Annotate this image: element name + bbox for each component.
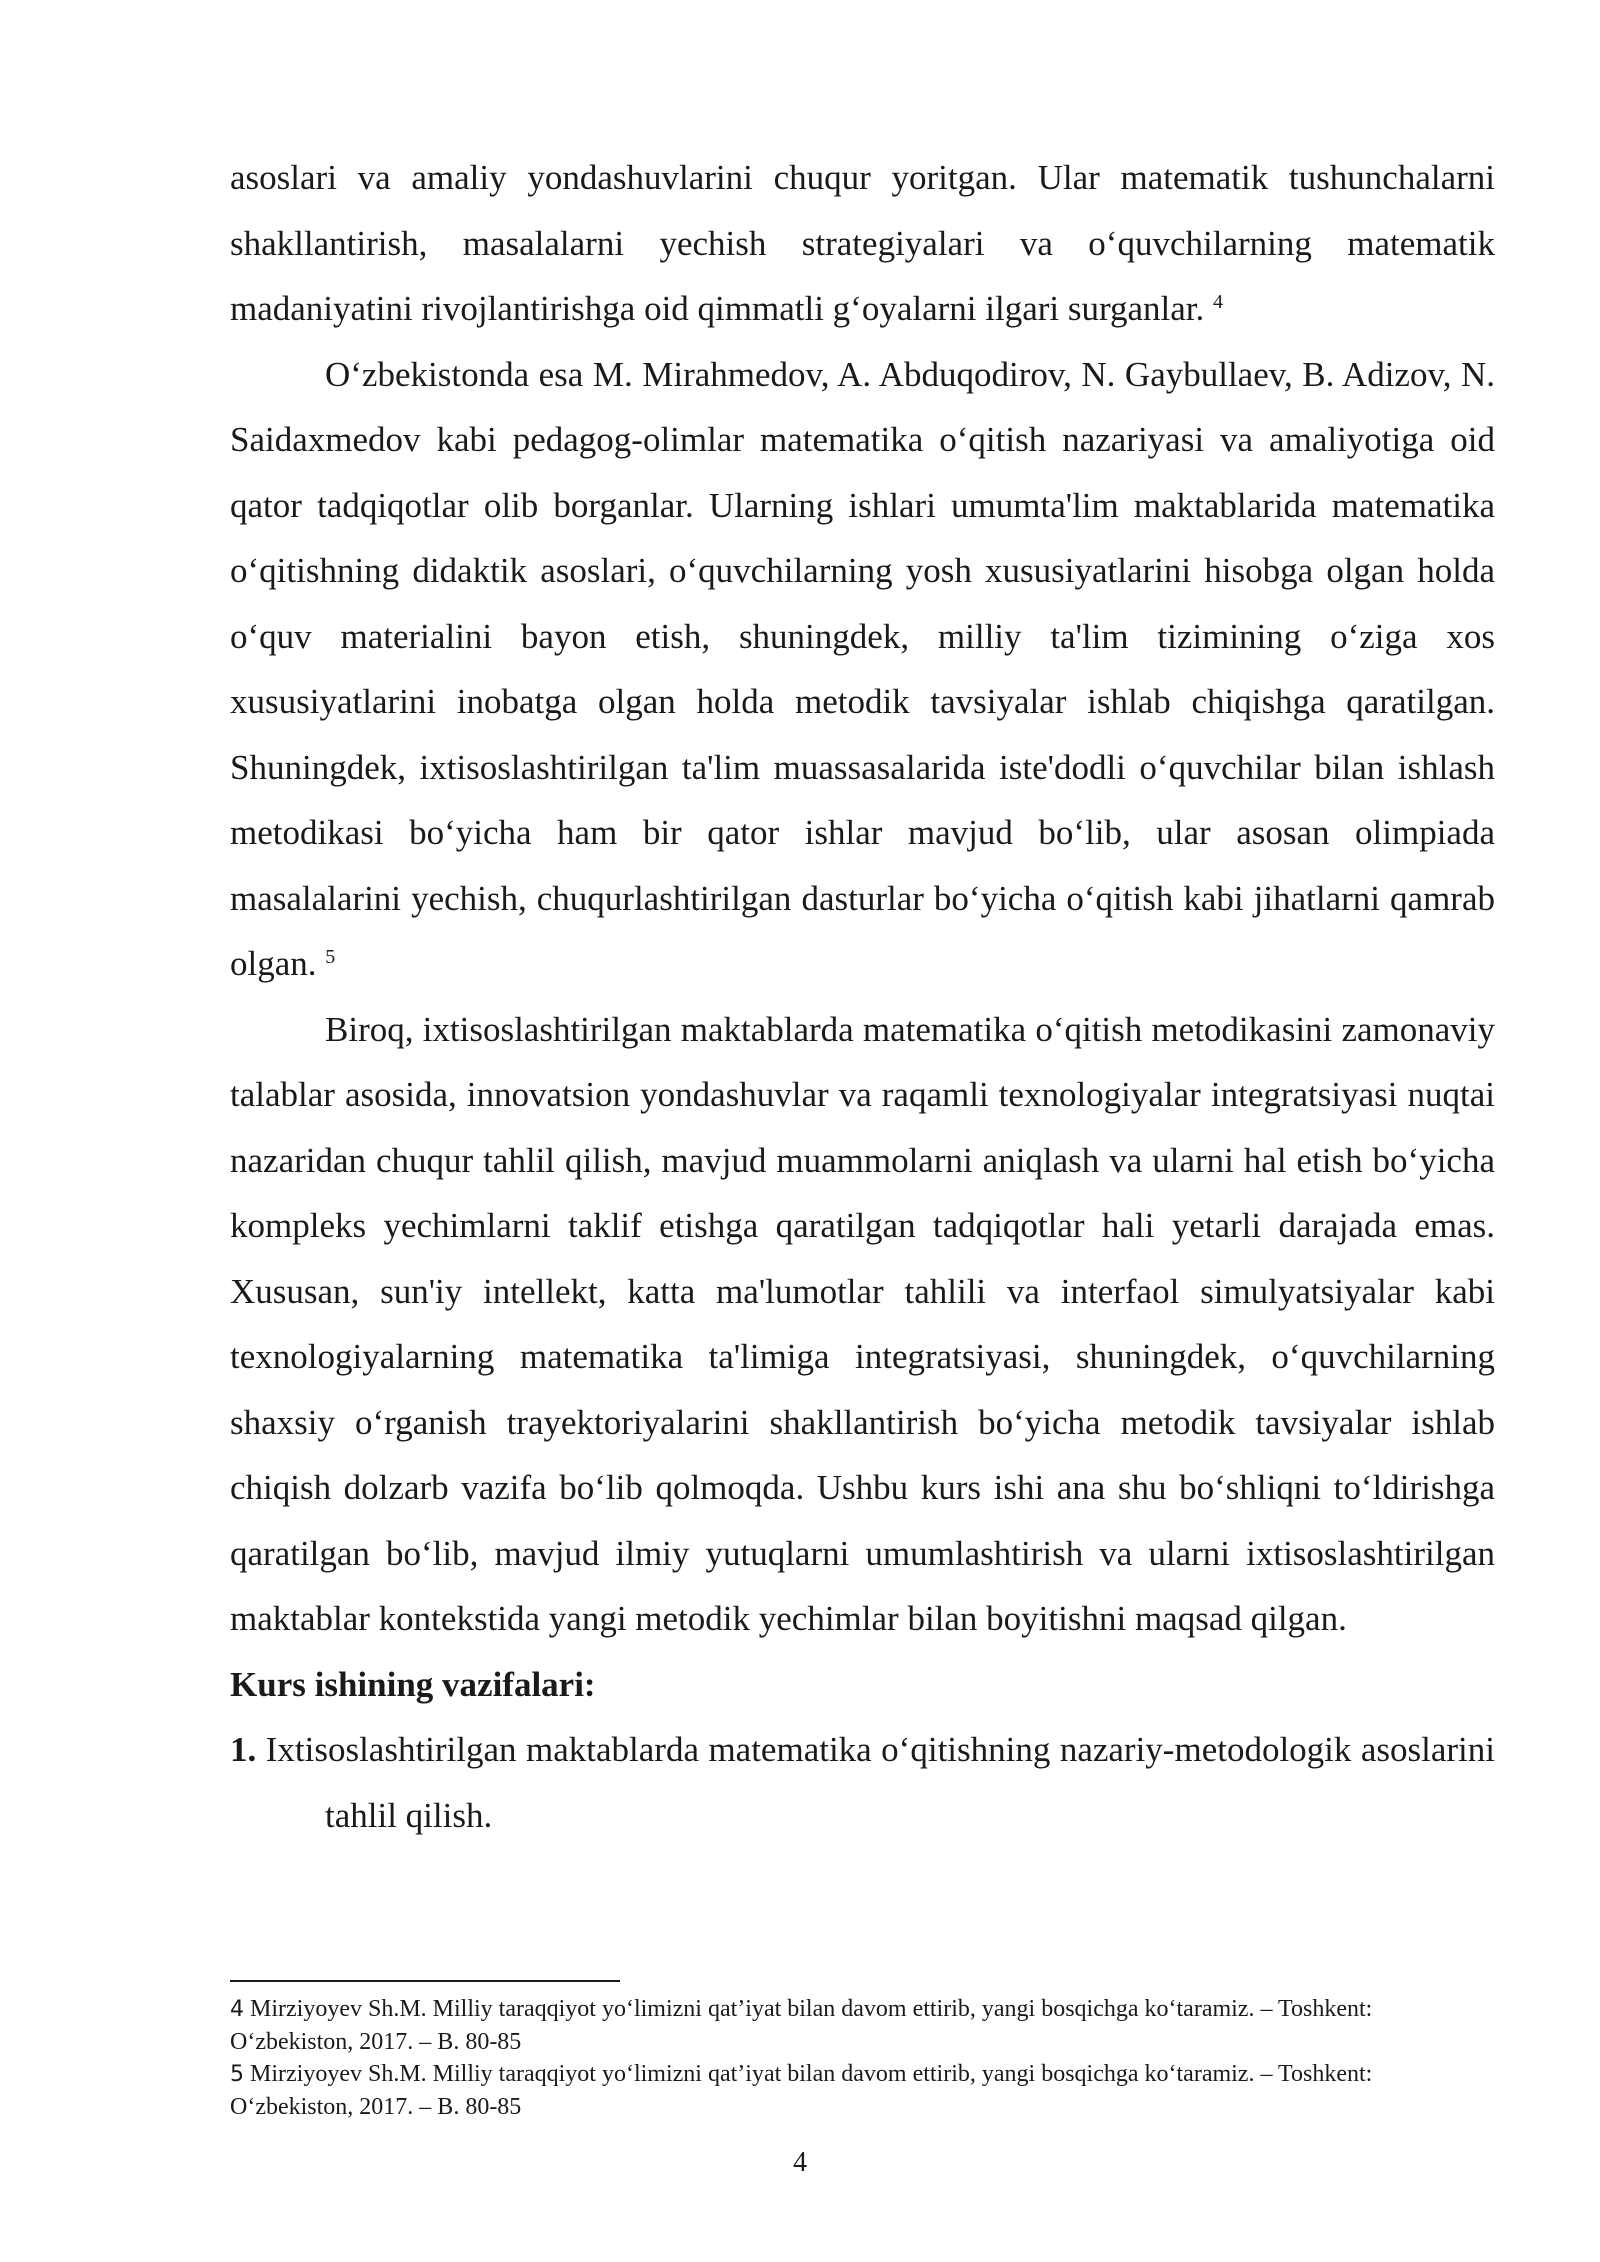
footnote-separator	[230, 1980, 620, 1982]
section-heading: Kurs ishining vazifalari:	[230, 1664, 596, 1704]
footnotes	[230, 1993, 1495, 2123]
footnote-text: Mirziyoyev Sh.M. Milliy taraqqiyot yo‘limizni qat’iyat bilan davom ettirib, yangi bosqichga ko‘taramiz. – Toshkent: O‘zbekiston, 2017. – B. 80-85	[230, 2061, 1373, 2120]
paragraph-research-gap: Biroq, ixtisoslashtirilgan maktablarda matematika o‘qitish metodikasini zamonaviy talablar asosida, innovatsion yondashuvlar va raqamli texnologiyalar integratsiyasi nuqtai nazaridan chuqur tahlil qilish, mavjud muammolarni aniqlash va ularni hal etish bo‘yicha kompleks yechimlarni taklif etishga qaratilgan tadqiqotlar hali yetarli darajada emas. Xususan, sun'iy intellekt, katta ma'lumotlar tahlili va interfaol simulyatsiyalar kabi texnologiyalarning matematika ta'limiga integratsiyasi, shuningdek, o‘quvchilarning shaxsiy o‘rganish trayektoriyalarini shakllantirish bo‘yicha metodik tavsiyalar ishlab chiqish dolzarb vazifa bo‘lib qolmoqda. Ushbu kurs ishi ana shu bo‘shliqni to‘ldirishga qaratilgan bo‘lib, mavjud ilmiy yutuqlarni umumlashtirish va ularni ixtisoslashtirilgan maktablar kontekstida yangi metodik yechimlar bilan boyitishni maqsad qilgan.	[230, 1009, 1495, 1638]
footnote-text: Mirziyoyev Sh.M. Milliy taraqqiyot yo‘limizni qat’iyat bilan davom ettirib, yangi bosqichga ko‘taramiz. – Toshkent: O‘zbekiston, 2017. – B. 80-85	[230, 1996, 1373, 2055]
footnote	[230, 2058, 1495, 2123]
footnote-ref[interactable]: 4	[1213, 291, 1224, 313]
footnote-number: 5	[230, 2062, 244, 2087]
task-item	[230, 1717, 1495, 1848]
task-text: Ixtisoslashtirilgan maktablarda matematika o‘qitishning nazariy-metodologik asoslarini tahlil qilish.	[265, 1730, 1496, 1835]
footnote-ref[interactable]: 5	[325, 946, 336, 968]
body-text	[230, 145, 1495, 1848]
footnote-number: 4	[230, 1997, 244, 2022]
paragraph-continuation: asoslari va amaliy yondashuvlarini chuqur yoritgan. Ular matematik tushunchalarni shakllantirish, masalalarni yechish strategiyalari va o‘quvchilarning matematik madaniyatini rivojlantirishga oid qimmatli g‘oyalarni ilgari surganlar. $^4$	[230, 158, 1495, 328]
paragraph-uzbek-scholars: O‘zbekistonda esa M. Mirahmedov, A. Abduqodirov, N. Gaybullaev, B. Adizov, N. Saidaxmedov kabi pedagog-olimlar matematika o‘qitish nazariyasi va amaliyotiga oid qator tadqiqotlar olib borganlar. Ularning ishlari umumta'lim maktablarida matematika o‘qitishning didaktik asoslari, o‘quvchilarning yosh xususiyatlarini hisobga olgan holda o‘quv materialini bayon etish, shuningdek, milliy ta'lim tizimining o‘ziga xos xususiyatlarini inobatga olgan holda metodik tavsiyalar ishlab chiqishga qaratilgan. Shuningdek, ixtisoslashtirilgan ta'lim muassasalarida iste'dodli o‘quvchilar bilan ishlash metodikasi bo‘yicha ham bir qator ishlar mavjud bo‘lib, ular asosan olimpiada masalalarini yechish, chuqurlashtirilgan dasturlar bo‘yicha o‘qitish kabi jihatlarni qamrab olgan. $^5$	[230, 354, 1495, 983]
footnote	[230, 1993, 1495, 2058]
task-number: 1.	[230, 1730, 257, 1769]
page-number: 4	[793, 2147, 807, 2178]
